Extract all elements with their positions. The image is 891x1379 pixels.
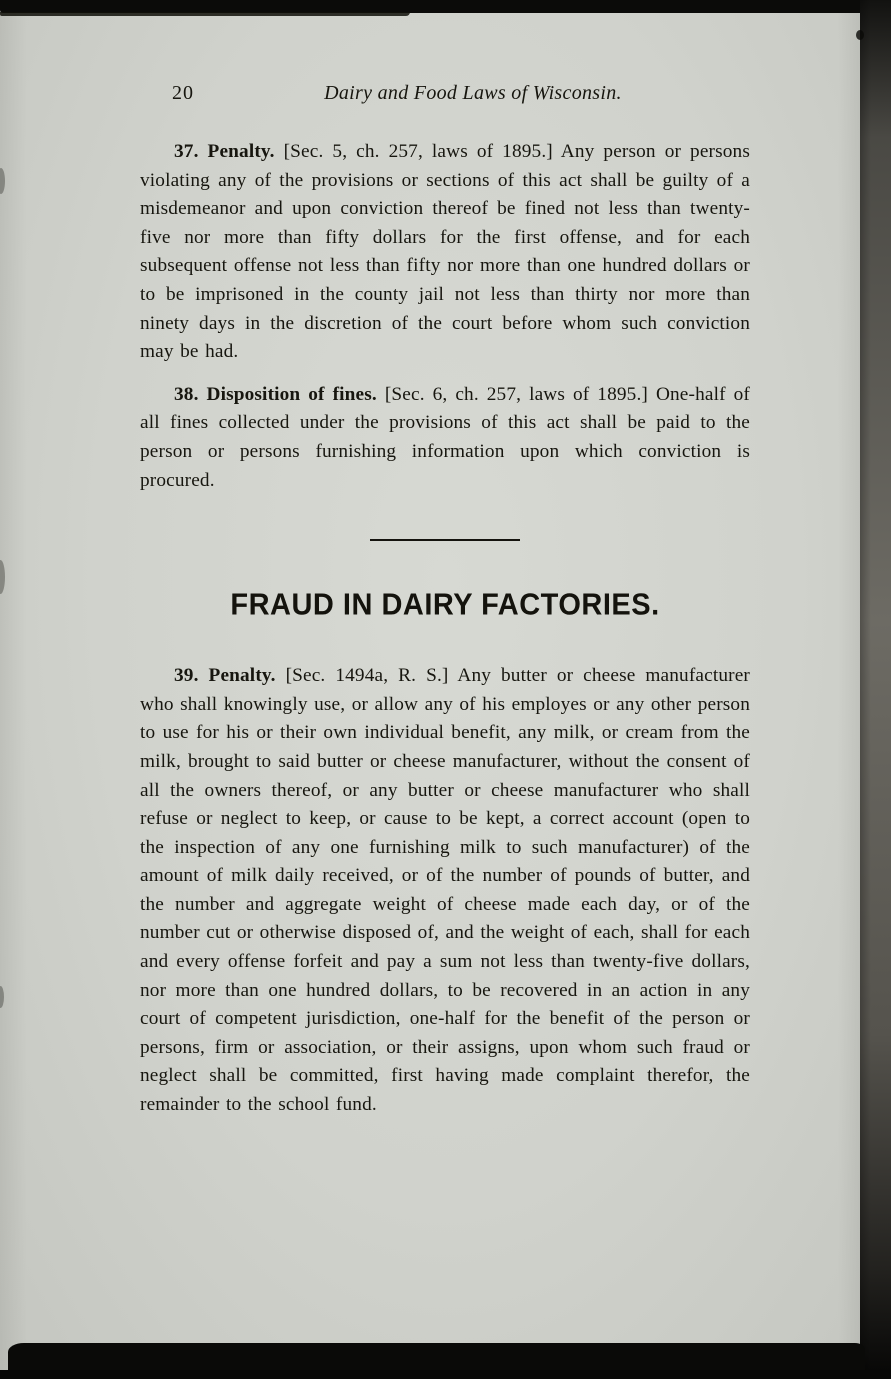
- scan-edge-bottom-strip: [0, 1370, 891, 1379]
- section-38-label: 38. Disposition of fines.: [174, 383, 377, 405]
- scan-smudge: [856, 30, 864, 40]
- page-number: 20: [172, 82, 194, 104]
- running-title: Dairy and Food Laws of Wisconsin.: [324, 82, 622, 104]
- section-38-paragraph: [140, 381, 750, 495]
- section-37-paragraph: [140, 138, 750, 367]
- scan-smudge: [0, 986, 4, 1008]
- scan-smudge: [0, 560, 5, 594]
- chapter-heading: FRAUD IN DAIRY FACTORIES.: [230, 588, 660, 622]
- section-38-text: [Sec. 6, ch. 257, laws of 1895.] One-half of all fines collected under the provisions of this act shall be paid to the person or persons furnishing information upon which conviction is procured.: [140, 383, 750, 491]
- section-37-label: 37. Penalty.: [174, 141, 275, 162]
- scan-edge-right: [860, 0, 891, 1379]
- section-39-label: 39. Penalty.: [174, 665, 276, 687]
- section-37-text: [Sec. 5, ch. 257, laws of 1895.] Any person or persons violating any of the provisions or sections of this act shall be guilty of a misdemeanor and upon conviction thereof be fined not less than twenty-five nor more than fifty dollars for the first offense, and for each subsequent offense not less than fifty nor more than one hundred dollars or to be imprisoned in the county jail not less than thirty nor more than ninety days in the discretion of the court before whom such conviction may be had.: [140, 141, 750, 363]
- section-39-paragraph: [140, 662, 750, 1120]
- scan-smudge: [0, 168, 5, 194]
- section-39-text: [Sec. 1494a, R. S.] Any butter or cheese manufacturer who shall knowingly use, or allow any of his employes or any other person to use for his or their own individual benefit, any milk, or cream from the milk, brought to said butter or cheese manufacturer, without the consent of all the owners thereof, or any butter or cheese manufacturer who shall refuse or neglect to keep, or cause to be kept, a correct account (open to the inspection of any one furnishing milk to such manufacturer) of the amount of milk daily received, or of the number of pounds of butter, and the number and aggregate weight of cheese made each day, or of the number cut or otherwise disposed of, and the weight of each, shall for each and every offense forfeit and pay a sum not less than twenty-five dollars, nor more than one hundred dollars, to be recovered in an action in any court of competent jurisdiction, one-half for the benefit of the person or persons, firm or association, or their assigns, upon whom such fraud or neglect shall be committed, first having made complaint therefor, the remainder to the school fund.: [140, 665, 750, 1116]
- page-content: [140, 0, 750, 1120]
- section-divider-rule: [370, 539, 520, 541]
- page-header: [140, 80, 750, 106]
